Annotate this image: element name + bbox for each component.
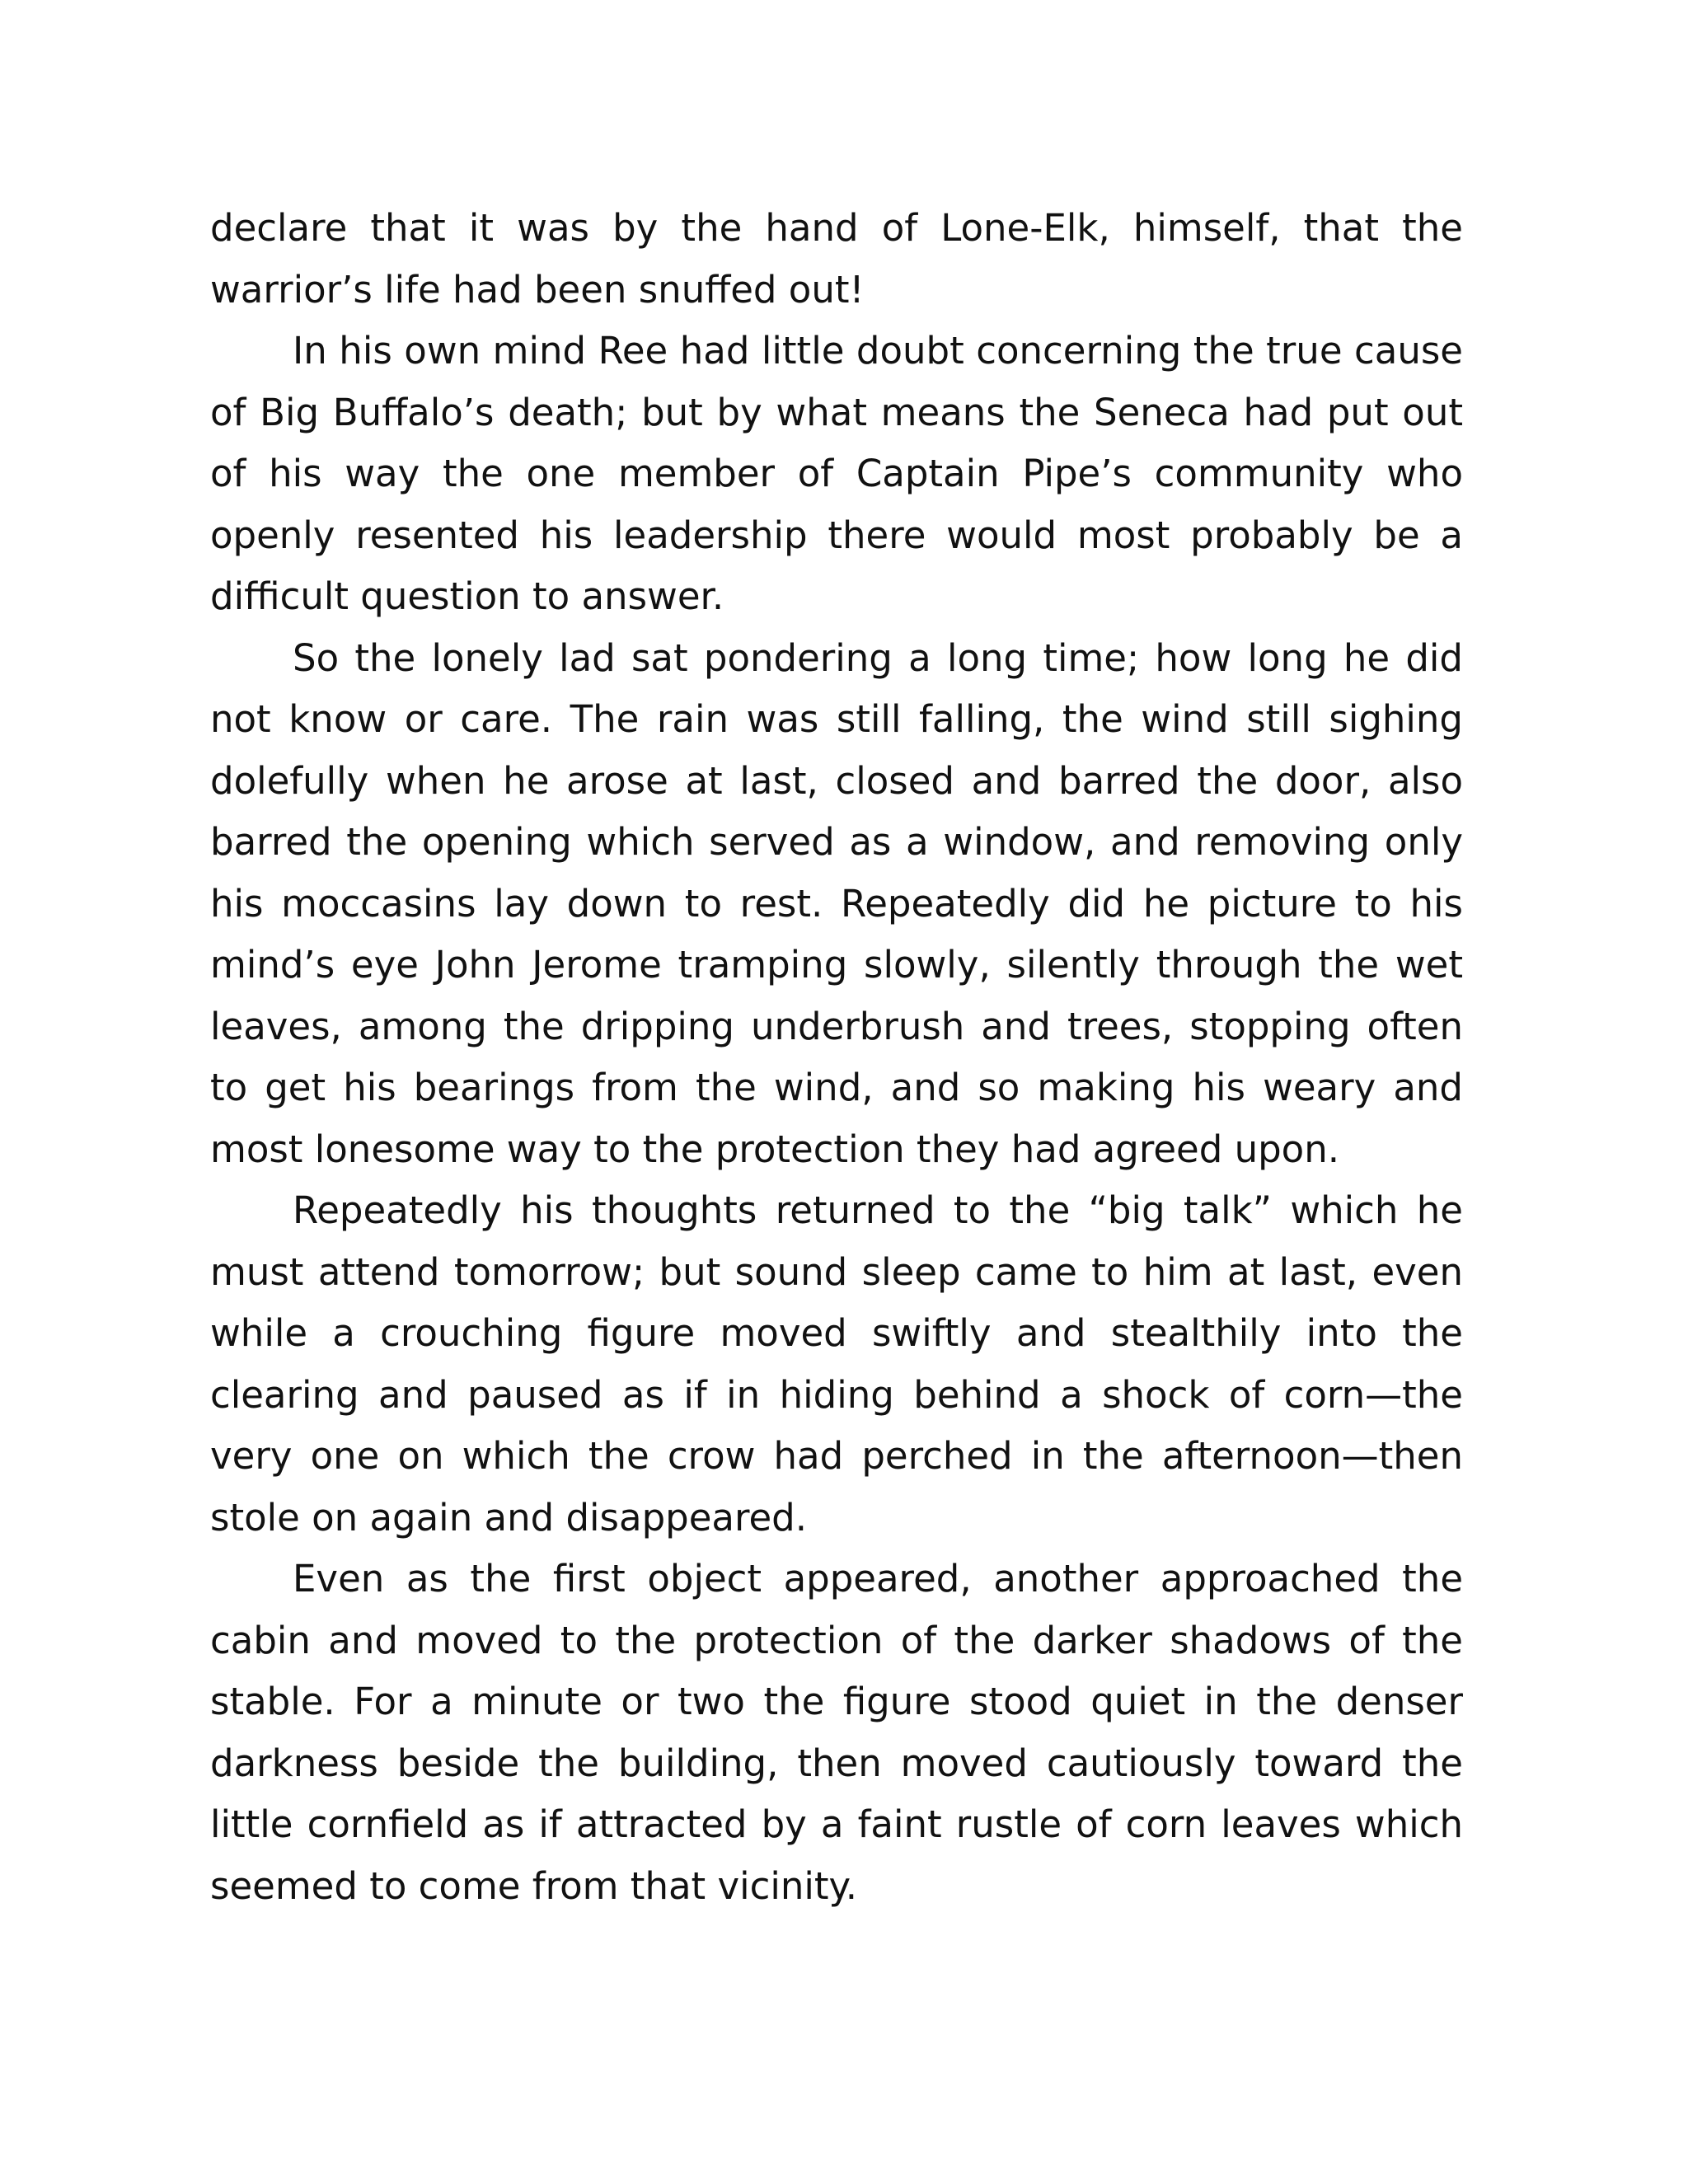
paragraph: In his own mind Ree had little doubt concerning the true cause of Big Buffalo’s death; but by what means the Seneca had put out of his way the one member of Captain Pipe’s community who openly resented his leadership there would most probably be a difficult question to answer.	[210, 329, 1463, 618]
paragraph-continuation: declare that it was by the hand of Lone-Elk, himself, that the warrior’s life had been snuffed out!	[210, 206, 1463, 312]
paragraph: Even as the first object appeared, another approached the cabin and moved to the protection of the darker shadows of the stable. For a minute or two the figure stood quiet in the denser darkness beside the building, then moved cautiously toward the little cornfield as if attracted by a faint rustle of corn leaves which seemed to come from that vicinity.	[210, 1557, 1463, 1908]
paragraph: Repeatedly his thoughts returned to the “big talk” which he must attend tomorrow; but sound sleep came to him at last, even while a crouching figure moved swiftly and stealthily into the clearing and paused as if in hiding behind a shock of corn—the very one on which the crow had perched in the afternoon—then stole on again and disappeared.	[210, 1188, 1463, 1540]
paragraph: So the lonely lad sat pondering a long time; how long he did not know or care. The rain was still falling, the wind still sighing dolefully when he arose at last, closed and barred the door, also barred the opening which served as a window, and removing only his moccasins lay down to rest. Repeatedly did he picture to his mind’s eye John Jerome tramping slowly, silently through the wet leaves, among the dripping underbrush and trees, stopping often to get his bearings from the wind, and so making his weary and most lonesome way to the protection they had agreed upon.	[210, 635, 1463, 1171]
body-text	[210, 198, 1463, 1917]
